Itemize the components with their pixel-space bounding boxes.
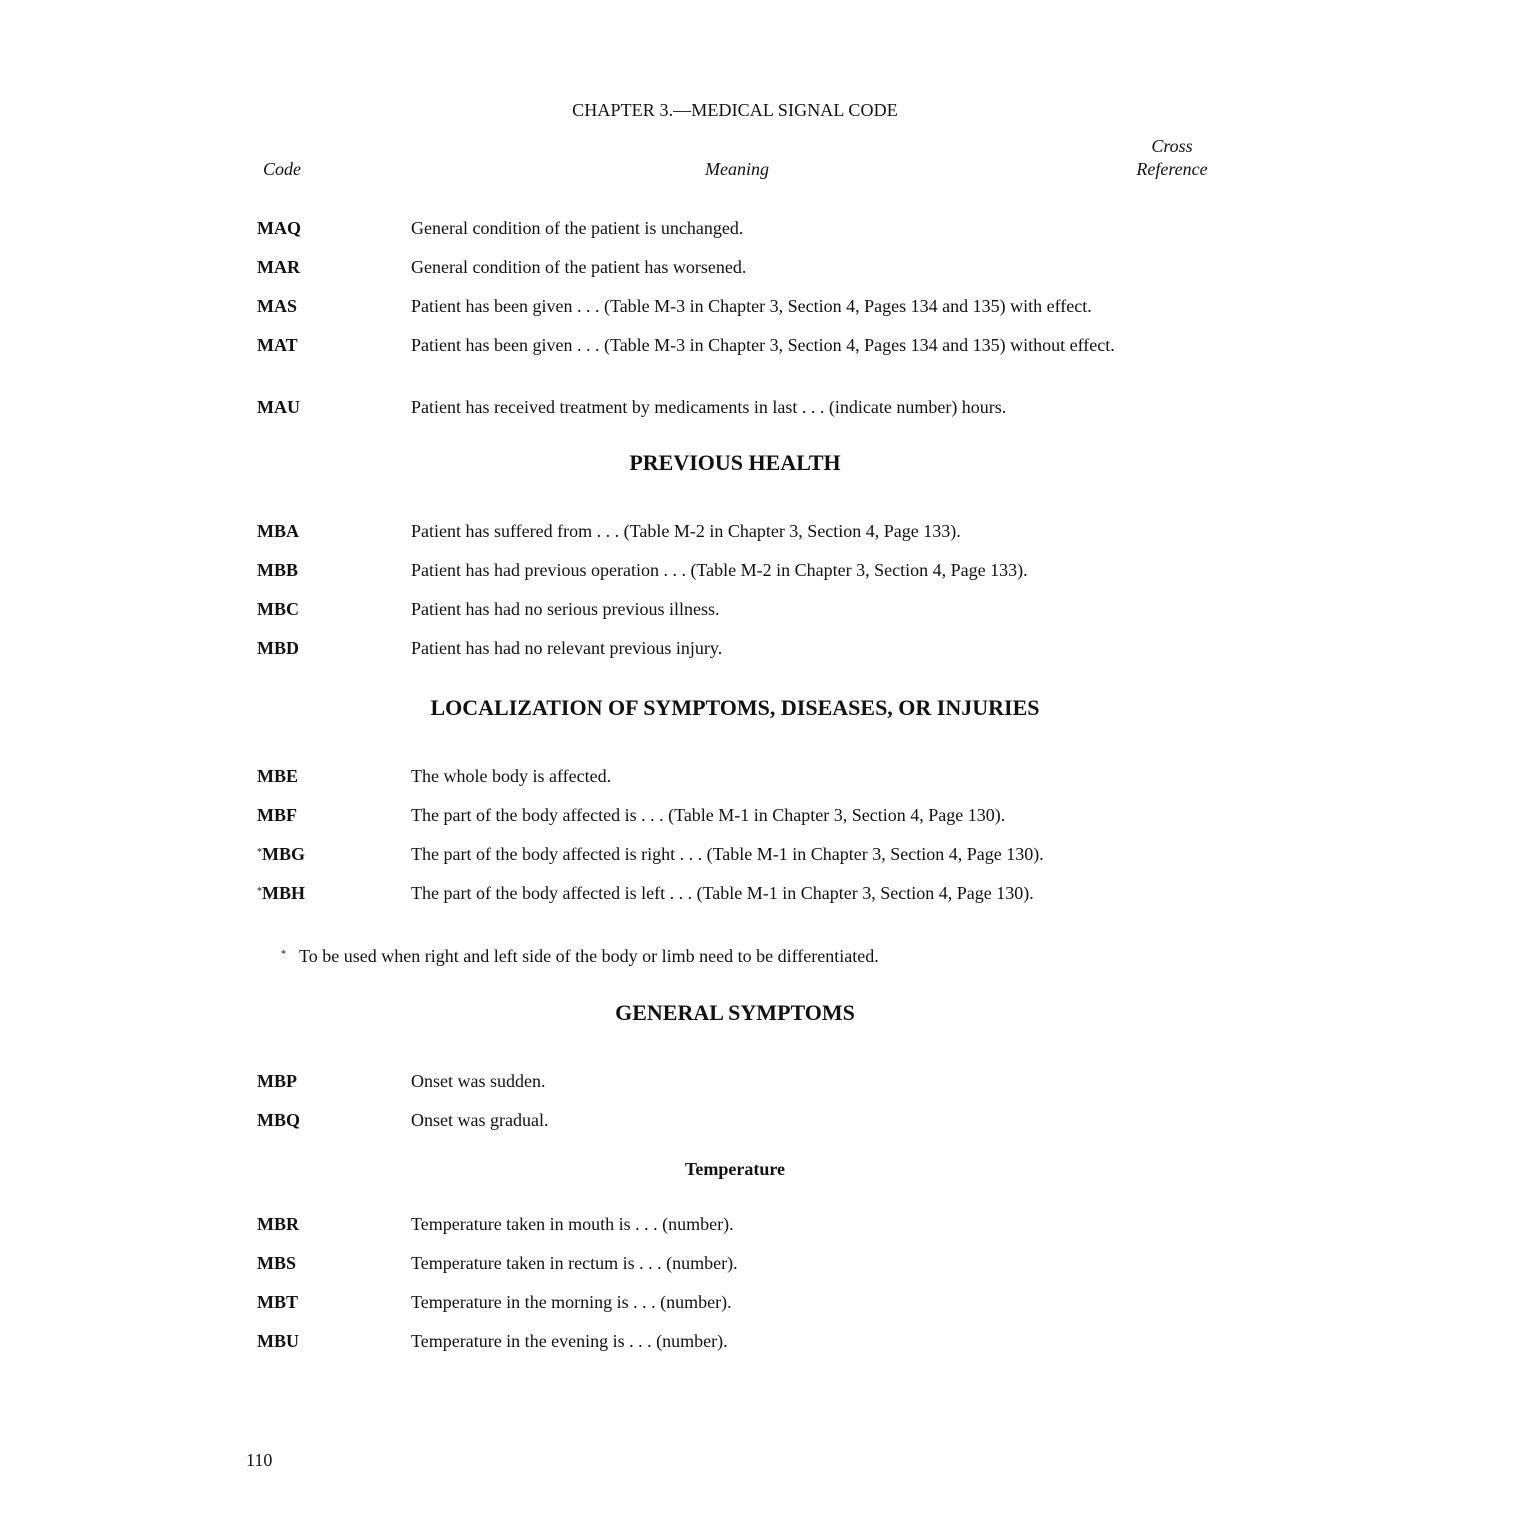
section-title-localization: LOCALIZATION OF SYMPTOMS, DISEASES, OR INJURIES <box>430 695 1040 720</box>
footnote-text: To be used when right and left side of the body or limb need to be differentiated. <box>299 946 879 966</box>
signal-code: MBP <box>257 1071 297 1091</box>
signal-code: MBB <box>257 560 299 580</box>
signal-code: MBS <box>257 1253 297 1273</box>
code-meaning: Patient has received treatment by medicaments in last . . . (indicate number) hours. <box>411 397 1007 417</box>
signal-code: MAU <box>257 397 300 417</box>
code-meaning: Patient has suffered from . . . (Table M-2 in Chapter 3, Section 4, Page 133). <box>411 521 961 541</box>
column-header-meaning: Meaning <box>705 159 769 179</box>
code-meaning: General condition of the patient is unchanged. <box>411 218 744 238</box>
code-meaning: The part of the body affected is right . . . (Table M-1 in Chapter 3, Section 4, Page 130). <box>411 844 1044 864</box>
code-meaning: The part of the body affected is . . . (Table M-1 in Chapter 3, Section 4, Page 130). <box>411 805 1006 825</box>
signal-code: MBD <box>257 638 299 658</box>
signal-code: *MBG <box>257 844 305 864</box>
signal-code: MBA <box>257 521 299 541</box>
code-meaning: Temperature taken in mouth is . . . (number). <box>411 1214 734 1234</box>
code-meaning: Patient has been given . . . (Table M-3 in Chapter 3, Section 4, Pages 134 and 135) without effect. <box>411 335 1115 355</box>
signal-code: MBT <box>257 1292 299 1312</box>
cross-reference-line1: Cross <box>1151 136 1193 156</box>
page-header: CHAPTER 3.—MEDICAL SIGNAL CODE <box>572 100 898 120</box>
cross-reference-line2: Reference <box>1136 159 1208 179</box>
signal-code: MBR <box>257 1214 299 1234</box>
signal-code: *MBH <box>257 883 305 903</box>
signal-code: MBU <box>257 1331 299 1351</box>
signal-code: MBC <box>257 599 299 619</box>
signal-code: MBE <box>257 766 299 786</box>
code-meaning: General condition of the patient has worsened. <box>411 257 747 277</box>
section-title-previous-health: PREVIOUS HEALTH <box>629 450 841 475</box>
signal-code: MBF <box>257 805 297 825</box>
column-header-cross-reference <box>1133 135 1211 181</box>
code-meaning: Onset was gradual. <box>411 1110 549 1130</box>
signal-code: MBQ <box>257 1110 300 1130</box>
subsection-title-temperature: Temperature <box>685 1159 785 1179</box>
code-meaning: The whole body is affected. <box>411 766 612 786</box>
code-meaning: Temperature taken in rectum is . . . (number). <box>411 1253 738 1273</box>
signal-code: MAR <box>257 257 300 277</box>
footnote-marker: * <box>257 886 262 897</box>
code-meaning: Temperature in the evening is . . . (number). <box>411 1331 728 1351</box>
signal-code: MAS <box>257 296 297 316</box>
page-number: 110 <box>246 1450 273 1470</box>
code-meaning: Patient has had no serious previous illness. <box>411 599 720 619</box>
signal-code: MAT <box>257 335 298 355</box>
code-meaning: The part of the body affected is left . . . (Table M-1 in Chapter 3, Section 4, Page 130). <box>411 883 1034 903</box>
footnote-marker: * <box>257 847 262 858</box>
code-meaning: Onset was sudden. <box>411 1071 546 1091</box>
code-meaning: Patient has had no relevant previous injury. <box>411 638 723 658</box>
signal-code: MAQ <box>257 218 301 238</box>
code-meaning: Patient has had previous operation . . . (Table M-2 in Chapter 3, Section 4, Page 133). <box>411 560 1028 580</box>
code-meaning: Patient has been given . . . (Table M-3 in Chapter 3, Section 4, Pages 134 and 135) with effect. <box>411 296 1092 316</box>
code-meaning: Temperature in the morning is . . . (number). <box>411 1292 732 1312</box>
footnote-marker: * <box>281 949 286 960</box>
footnote <box>281 945 879 968</box>
section-title-general-symptoms: GENERAL SYMPTOMS <box>615 1000 855 1025</box>
column-header-code: Code <box>263 159 301 179</box>
